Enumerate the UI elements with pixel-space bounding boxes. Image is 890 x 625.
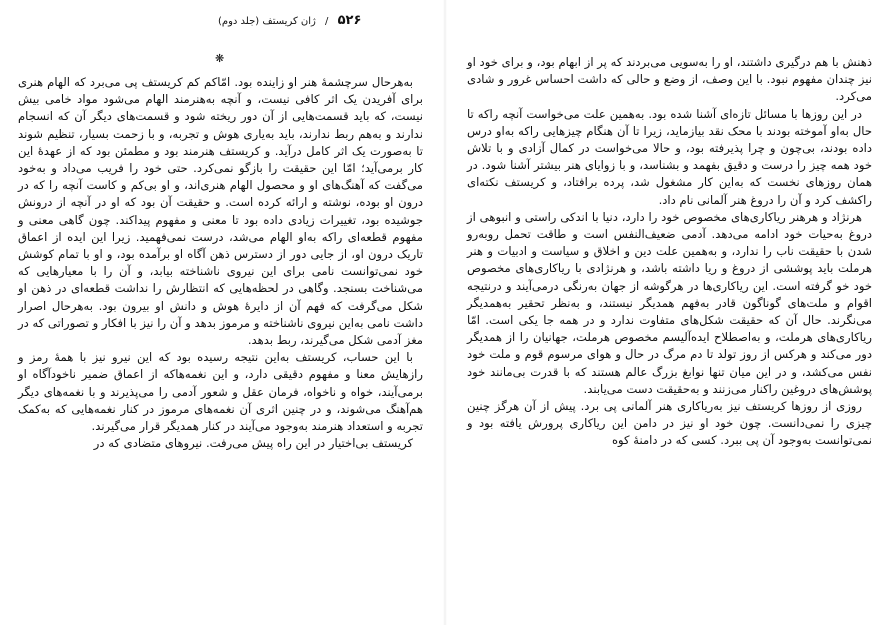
right-page-body (467, 54, 872, 450)
running-header (218, 13, 361, 28)
paragraph: با این حساب، کریستف به‌این نتیجه رسیده بود که این نیرو نیز با همهٔ رمز و رازهایش معنا و مفهوم دقیقی دارد، و این نغمه‌هاکه از اعماق ضمیر ناخودآگاه او برمی‌آیند، خواه و ناخواه، فرمان عقل و شعور آدمی را می‌پذیرند و با نغمه‌های دیگر هم‌آهنگ می‌شوند، و در چنین اثری آن نغمه‌های مرموز در کنار نغمه‌هایی که به‌کمک تجربه و استعداد هنرمند به‌وجود می‌آیند در کنار همدیگر قرار می‌گیرند. (18, 350, 423, 434)
running-title: ژان کریستف (جلد دوم) (218, 16, 316, 27)
paragraph: هرنژاد و هرهنر ریاکاری‌های مخصوص خود را دارد، دنیا با اندکی راستی و انبوهی از دروغ به‌حیات خود ادامه می‌دهد. آدمی ضعیف‌النفس است و طاقت تحمل روبه‌رو شدن با حقیقت ناب را ندارد، و به‌همین علت دین و اخلاق و سیاست و ادبیات و هنر هرملت باید پوششی از دروغ و ریا داشته باشد، و هرنژادی با ریاکاری‌های مخصوص خود خو گرفته است. این ریاکاری‌ها در هرگوشه از جهان به‌رنگی درمی‌آیند و درنتیجه اقوام و ملت‌های گوناگون قادر به‌فهم همدیگر نیستند، و به‌نظر تحقیر به‌همدیگر می‌نگرند. حال آن که حقیقت شکل‌های متفاوت ندارد و در همه جا یکی است. امّا ریاکاری‌های هرملت، و به‌اصطلاح ایده‌آلیسم مخصوص هرملت، جهانیان را از همدیگر دور می‌کند و هرکس از روز تولد تا دم مرگ در حال و هوای مرسوم قوم و ملت خود نفس می‌کشد، و در این میان تنها نوابغ بزرگ عالم هستند که با قدرت بی‌مانند خود پوشش‌های دروغین راکنار می‌زنند و به‌حقیقت دست می‌یابند. (467, 209, 872, 396)
paragraph: به‌هرحال سرچشمهٔ هنر او زاینده بود. امّاکم کم کریستف پی می‌برد که الهام هنری برای آفریدن یک اثر کافی نیست، و آنچه به‌هنرمند الهام می‌شود مواد خامی بیش نیست، که باید قسمت‌هایی از آن دور ریخته شود و قسمت‌های دیگر آن که انسجام ندارند و به‌هم ربط ندارند، باید به‌یاری هوش و تجربه، و با زحمت بسیار، تنظیم شوند تا به‌صورت یک اثر کامل درآید. و کریستف هنرمند بود و مطمئن بود که از عهدهٔ این کار برمی‌آید؛ امّا این حقیقت را بازگو نمی‌کرد. حتی خود را فریب می‌داد و به‌خود می‌گفت که آهنگ‌های او و محصول الهام هنری‌اند، و او بی‌کم و کاست آنچه را که در درون او بوده، نوشته و ارائه کرده است. و حقیقت آن بود که او در آنچه از درونش جوشیده بود، تغییرات زیادی داده بود تا معنی و مفهوم پیداکند. چون گاهی معنی و مفهوم قطعه‌ای راکه به‌او الهام می‌شد، درست نمی‌فهمید. زیرا این ایده از اعماق تاریک درون او، از جایی دور از دسترس ذهن آگاه او برآمده بود، و او با تمام کوشش خود نمی‌توانست نامی برای این نیروی ناشناخته بیابد، و آن را با معیارهایی که می‌شناخت بسنجد. وگاهی در لحظه‌هایی که انتظارش را نداشت قطعه‌ای در ذهن او شکل می‌گرفت که فهم آن از دایرهٔ هوش و دانش او بیرون بود. به‌هرحال اصرار داشت نامی به‌این نیروی ناشناخته و مرموز بدهد و آن را نیز با افکار و تصوراتی که در مغز آدمی شکل می‌گیرند، ربط بدهد. (18, 75, 423, 348)
paragraph: کریستف بی‌اختیار در این راه پیش می‌رفت. نیروهای متضادی که در (93, 436, 413, 451)
page-number: ۵۲۶ (337, 13, 362, 28)
paragraph: ذهنش با هم درگیری داشتند، او را به‌سویی می‌بردند که پر از ابهام بود، و برای خود او نیز چندان مفهوم نبود. با این وصف، از وضع و حالی که داشت احساس غرور و شادی می‌کرد. (467, 55, 872, 104)
section-ornament: ❋ (215, 52, 225, 65)
paragraph: در این روزها با مسائل تازه‌ای آشنا شده بود. به‌همین علت می‌خواست آنچه راکه تا حال به‌او آموخته بودند با محک نقد بیازماید، زیرا تا آن هنگام چیزهایی راکه به‌او درس داده بودند، بی‌چون و چرا پذیرفته بود، و حالا می‌خواست در کمال آزادی و با تلاش خود همه چیز را درست و دقیق بفهمد و بشناسد، و با زوایای هنر بیشتر آشنا شود. در همان روزهای نخست که به‌این کار مشغول شد، پرده برافتاد، و کریستف نکته‌ای راکشف کرد و آن را دروغ هنر آلمانی نام داد. (467, 106, 872, 207)
right-page (445, 0, 890, 625)
paragraph: روزی از روزها کریستف نیز به‌ریاکاری هنر آلمانی پی برد. پیش از آن هرگز چنین چیزی را نمی‌دانست. چون خود او نیز در دامن این ریاکاری پرورش یافته بود و نمی‌توانست به‌وجود آن پی ببرد. کسی که در دامنهٔ کوه (467, 399, 872, 448)
header-separator: / (325, 16, 329, 27)
left-page-body (18, 74, 423, 452)
